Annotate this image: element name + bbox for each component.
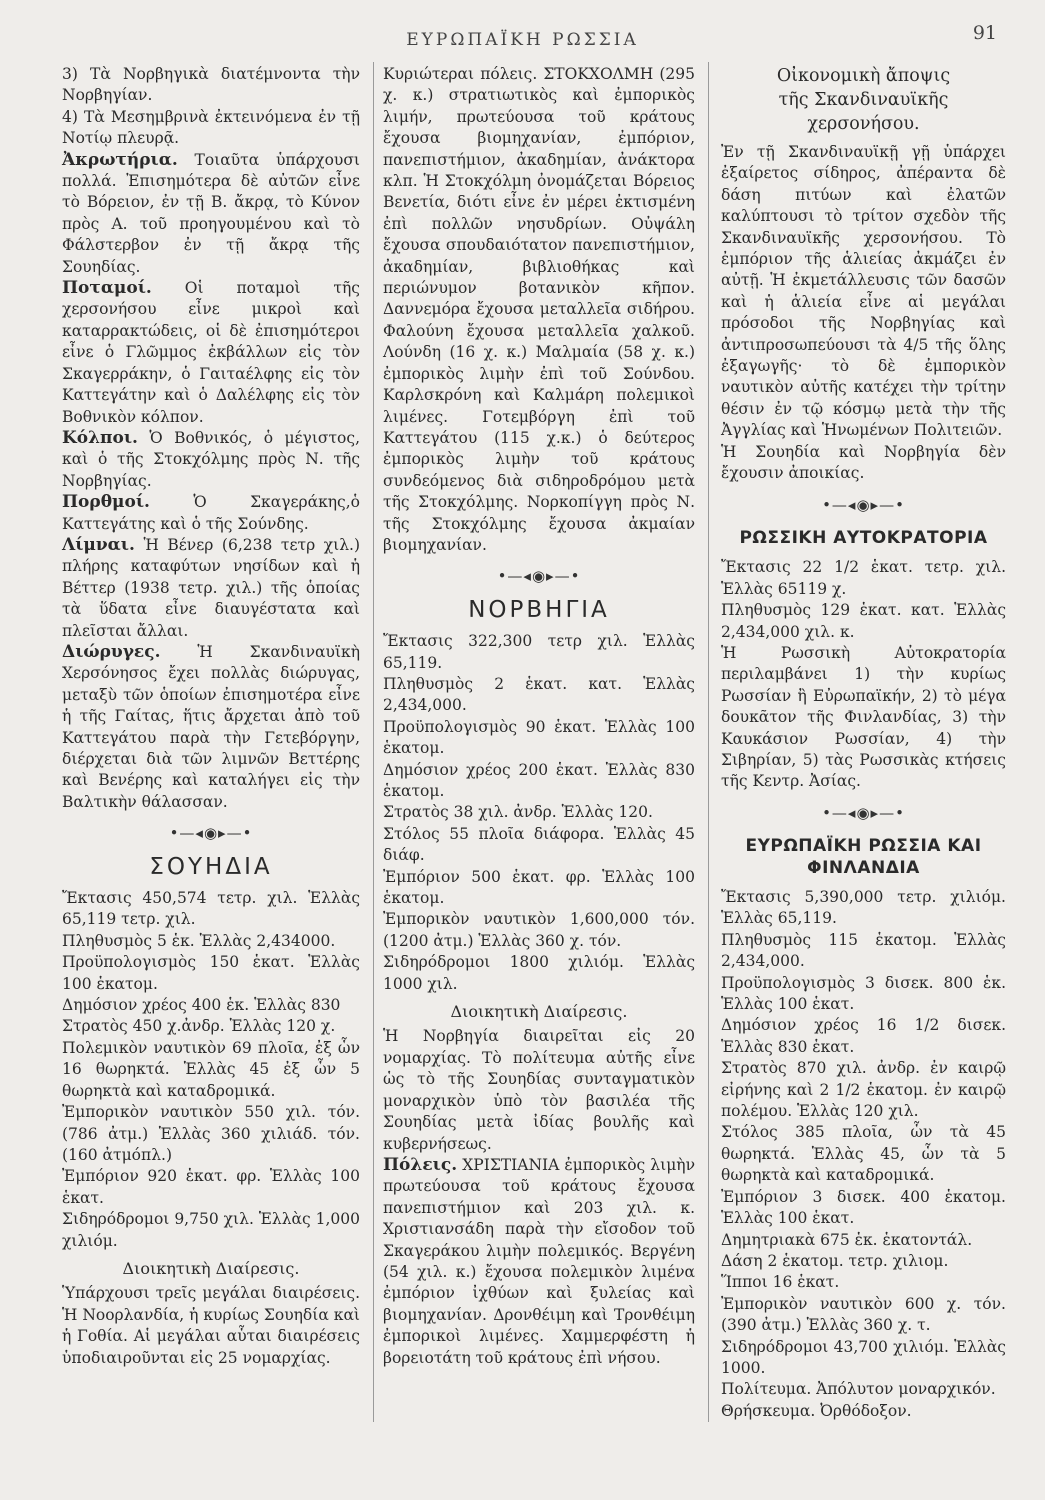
economic-heading-line1: Οἰκονομικὴ ἄποψις xyxy=(776,66,951,86)
capes-heading: Ἀκρωτήρια. xyxy=(62,149,178,170)
stat-line: Σιδηρόδρομοι 9,750 χιλ. Ἑλλὰς 1,000 χιλιόμ. xyxy=(62,1210,360,1250)
stat-line: Πολεμικὸν ναυτικὸν 69 πλοῖα, ἐξ ὧν 16 θωρηκτά. Ἑλλὰς 45 ἐξ ὧν 5 θωρηκτὰ καὶ καταδρομικά. xyxy=(62,1038,360,1100)
paragraph-norwegian-mountains: 3) Τὰ Νορβηγικὰ διατέμνοντα τὴν Νορβηγίαν. xyxy=(62,65,360,105)
norway-admin-heading: Διοικητικὴ Διαίρεσις. xyxy=(450,1002,628,1022)
ornament-divider: •—◂◉▸—• xyxy=(822,495,905,514)
page-number: 91 xyxy=(972,22,997,44)
sweden-admin-heading: Διοικητικὴ Διαίρεσις. xyxy=(122,1258,300,1278)
cities-text: ΧΡΙΣΤΙΑΝΙΑ ἐμπορικὸς λιμὴν πρωτεύουσα τοῦ κράτους ἔχουσα πανεπιστήμιον καὶ 203 χιλ. κ. Χριστιανσάδη παρὰ τὴν εἴσοδον τοῦ Σκαγεράκου λιμὴν πολεμικός. Βεργένη (54 χιλ. κ.) ἔχουσα πολεμικὸν λιμένα ἐμπόριον ἰχθύων καὶ ξυλείας καὶ βιομηχανίαν. Δρονθέιμη καὶ Τρονθέιμη ἐμπορικοὶ λιμένες. Χαμμερφέστη ἡ βορειοτάτη τοῦ κράτους ἐπὶ νήσου. xyxy=(383,1155,695,1367)
column-2 xyxy=(383,64,695,1369)
stat-line: Προϋπολογισμὸς 150 ἑκατ. Ἑλλὰς 100 ἑκατομ. xyxy=(62,953,360,993)
stat-line: Ἐμπόριον 920 ἑκατ. φρ. Ἑλλὰς 100 ἑκατ. xyxy=(62,1167,360,1207)
stat-line: Ἐμπορικὸν ναυτικὸν 600 χ. τόν. (390 ἀτμ.) Ἑλλὰς 360 χ. τ. xyxy=(721,1294,1006,1335)
running-header: ΕΥΡΩΠΑΪΚΗ ΡΩΣΣΙΑ xyxy=(406,30,639,50)
straits-text: Ὁ Σκαγεράκης,ὁ Καττεγάτης καὶ ὁ τῆς Σούνδης. xyxy=(62,493,360,533)
column-3 xyxy=(721,64,1006,1422)
stat-line: Σιδηρόδρομοι 1800 χιλιόμ. Ἑλλὰς 1000 χιλ. xyxy=(383,953,695,993)
capes-text: Τοιαῦτα ὑπάρχουσι πολλά. Ἐπισημότερα δὲ αὐτῶν εἶνε τὸ Βόρειον, ἐν τῇ Β. ἄκρᾳ, τὸ Κύνον πρὸς Α. τοῦ προηγουμένου καὶ τὸ Φάλστερβον ἐν τῇ ἄκρᾳ τῆς Σουηδίας. xyxy=(62,150,360,276)
stat-line: Θρήσκευμα. Ὀρθόδοξον. xyxy=(721,1401,912,1420)
stat-line: Ἵπποι 16 ἑκατ. xyxy=(721,1273,840,1292)
paragraph-capes xyxy=(62,150,360,278)
ornament-divider: •—◂◉▸—• xyxy=(822,803,905,822)
paragraph-canals xyxy=(62,642,360,813)
canals-text: Ἡ Σκανδιναυϊκὴ Χερσόνησος ἔχει πολλὰς διώρυγας, μεταξὺ τῶν ὁποίων ἐπισημοτέρα εἶνε ἡ τῆς Γαίτας, ἥτις ἄρχεται ἀπὸ τοῦ Καττεγάτου παρὰ τὴν Γετεβόργην, διέρχεται διὰ τῶν λιμνῶν Βεττέρης καὶ Βενέρης καὶ καταλήγει εἰς τὴν Βαλτικὴν θάλασσαν. xyxy=(62,642,360,811)
paragraph-gulfs xyxy=(62,428,360,492)
stat-line: Πληθυσμὸς 2 ἑκατ. κατ. Ἑλλὰς 2,434,000. xyxy=(383,674,695,715)
stat-line: Ἐμπόριον 500 ἑκατ. φρ. Ἑλλὰς 100 ἑκατομ. xyxy=(383,867,695,908)
european-russia-title: ΕΥΡΩΠΑΪΚΗ ΡΩΣΣΙΑ ΚΑΙ ΦΙΝΛΑΝΔΙΑ xyxy=(745,836,982,878)
gulfs-heading: Κόλποι. xyxy=(62,427,138,448)
sweden-title: ΣΟΥΗΔΙΑ xyxy=(149,853,273,880)
stat-line: Δημόσιον χρέος 16 1/2 δισεκ. Ἑλλὰς 830 ἑκατ. xyxy=(721,1016,1006,1056)
straits-heading: Πορθμοί. xyxy=(62,492,150,513)
norway-admin-text: Ἡ Νορβηγία διαιρεῖται εἰς 20 νομαρχίας. Τὸ πολίτευμα αὐτῆς εἶνε ὡς τὸ τῆς Σουηδίας συνταγματικὸν μοναρχικὸν ὑπὸ τὸν βασιλέα τῆς Σουηδίας μετὰ ἰδίας βουλῆς καὶ κυβερνήσεως. xyxy=(383,1027,695,1153)
cities-heading: Πόλεις. xyxy=(383,1154,458,1175)
stat-line: Ἔκτασις 322,300 τετρ χιλ. Ἑλλὰς 65,119. xyxy=(383,632,695,672)
stat-line: Στρατὸς 38 χιλ. ἀνδρ. Ἑλλὰς 120. xyxy=(383,803,653,822)
lakes-heading: Λίμναι. xyxy=(62,534,135,555)
stat-line: Προϋπολογισμὸς 3 δισεκ. 800 ἑκ. Ἑλλὰς 100 ἑκατ. xyxy=(721,973,1006,1014)
paragraph-straits xyxy=(62,492,360,535)
stat-line: Στρατὸς 450 χ.ἀνδρ. Ἑλλὰς 120 χ. xyxy=(62,1017,336,1036)
gulfs-text: Ὁ Βοθνικός, ὁ μέγιστος, καὶ ὁ τῆς Στοκχόλμης πρὸς Ν. τῆς Νορβηγίας. xyxy=(62,428,360,490)
paragraph-colonies: Ἡ Σουηδία καὶ Νορβηγία δὲν ἔχουσιν ἀποικίας. xyxy=(721,442,1006,483)
rivers-text: Οἱ ποταμοὶ τῆς χερσονήσου εἶνε μικροὶ καὶ καταρρακτώδεις, οἱ δὲ ἐπισημότεροι εἶνε ὁ Γλῶμμος ἐκβάλλων εἰς τὸν Σκαγερράκην, ὁ Γαιταέλφης εἰς τὸν Καττεγάτην καὶ ὁ Δαλέλφης εἰς τὸν Βοθνικὸν κόλπον. xyxy=(62,279,360,426)
stat-line: Ἔκτασις 22 1/2 ἑκατ. τετρ. χιλ. Ἑλλὰς 65119 χ. xyxy=(721,558,1006,598)
paragraph-lakes xyxy=(62,535,360,642)
sweden-admin-text: Ὑπάρχουσι τρεῖς μεγάλαι διαιρέσεις. Ἡ Νοορλανδία, ἡ κυρίως Σουηδία καὶ ἡ Γοθία. Αἱ μεγάλαι αὗται διαιρέσεις ὑποδιαιροῦνται εἰς 25 νομαρχίας. xyxy=(62,1284,360,1367)
stat-line: Ἐμπορικὸν ναυτικὸν 1,600,000 τόν. (1200 ἀτμ.) Ἑλλὰς 360 χ. τόν. xyxy=(383,910,695,950)
stat-line: Ἔκτασις 450,574 τετρ. χιλ. Ἑλλὰς 65,119 τετρ. χιλ. xyxy=(62,889,360,929)
ornament-divider: •—◂◉▸—• xyxy=(169,824,253,843)
paragraph-russia-empire: Ἡ Ρωσσικὴ Αὐτοκρατορία περιλαμβάνει 1) τὴν κυρίως Ρωσσίαν ἢ Εὐρωπαϊκήν, 2) τὸ μέγα δουκᾶτον τῆς Φινλανδίας, 3) τὴν Καυκάσιον Ρωσσίαν, 4) τὴν Σιβηρίαν, 5) τὰς Ρωσσικὰς κτήσεις τῆς Κεντρ. Ἀσίας. xyxy=(721,643,1006,791)
stat-line: Στόλος 55 πλοῖα διάφορα. Ἑλλὰς 45 διάφ. xyxy=(383,824,695,865)
stat-line: Σιδηρόδρομοι 43,700 χιλιόμ. Ἑλλὰς 1000. xyxy=(721,1337,1006,1377)
stat-line: Δημόσιον χρέος 400 ἑκ. Ἑλλὰς 830 xyxy=(62,996,341,1015)
column-1 xyxy=(62,64,360,1369)
stat-line: Πληθυσμὸς 5 ἑκ. Ἑλλὰς 2,434000. xyxy=(62,931,336,950)
stat-line: Πολίτευμα. Ἀπόλυτον μοναρχικόν. xyxy=(721,1380,996,1399)
stat-line: Ἐμπόριον 3 δισεκ. 400 ἑκατομ. Ἑλλὰς 100 ἑκατ. xyxy=(721,1187,1006,1228)
rivers-heading: Ποταμοί. xyxy=(62,278,152,299)
norway-title: ΝΟΡΒΗΓΙΑ xyxy=(468,596,610,623)
russia-empire-title: ΡΩΣΣΙΚΗ ΑΥΤΟΚΡΑΤΟΡΙΑ xyxy=(739,527,988,548)
stat-line: Δημητριακὰ 675 ἑκ. ἑκατοντάλ. xyxy=(721,1230,973,1249)
lakes-text: Ἡ Βένερ (6,238 τετρ χιλ.) πλήρης καταφύτων νησίδων καὶ ἡ Βέττερ (1938 τετρ. χιλ.) τῆς ὁποίας τὰ ὕδατα εἶνε διαυγέστατα καὶ πλεῖσται ἄλλαι. xyxy=(62,535,360,640)
stat-line: Δάση 2 ἑκατομ. τετρ. χιλιομ. xyxy=(721,1251,949,1270)
stat-line: Δημόσιον χρέος 200 ἑκατ. Ἑλλὰς 830 ἑκατομ. xyxy=(383,760,695,800)
paragraph-norway-cities xyxy=(383,1155,695,1369)
economic-heading-line2: τῆς Σκανδιναυϊκῆς χερσονήσου. xyxy=(778,90,949,134)
stat-line: Προϋπολογισμὸς 90 ἑκατ. Ἑλλὰς 100 ἑκατομ. xyxy=(383,717,695,758)
paragraph-rivers xyxy=(62,278,360,428)
stat-line: Στόλος 385 πλοῖα, ὧν τὰ 45 θωρηκτά. Ἑλλὰς 45, ὧν τὰ 5 θωρηκτὰ καὶ καταδρομικά. xyxy=(721,1123,1006,1185)
paragraph-southern-mountains: 4) Τὰ Μεσημβρινὰ ἐκτεινόμενα ἐν τῇ Νοτίῳ πλευρᾷ. xyxy=(62,107,360,148)
column-divider-2 xyxy=(708,62,709,1422)
ornament-divider: •—◂◉▸—• xyxy=(497,567,581,586)
stat-line: Στρατὸς 870 χιλ. ἀνδρ. ἐν καιρῷ εἰρήνης καὶ 2 1/2 ἑκατομ. ἐν καιρῷ πολέμου. Ἑλλὰς 120 χιλ. xyxy=(721,1059,1006,1121)
stat-line: Πληθυσμὸς 115 ἑκατομ. Ἑλλὰς 2,434,000. xyxy=(721,930,1006,971)
stat-line: Ἔκτασις 5,390,000 τετρ. χιλιόμ. Ἑλλὰς 65,119. xyxy=(721,888,1006,928)
stat-line: Ἐμπορικὸν ναυτικὸν 550 χιλ. τόν. (786 ἀτμ.) Ἑλλὰς 360 χιλιάδ. τόν. (160 ἀτμόπλ.) xyxy=(62,1103,360,1164)
column-divider-1 xyxy=(373,62,374,1422)
stat-line: Πληθυσμὸς 129 ἑκατ. κατ. Ἑλλὰς 2,434,000 χιλ. κ. xyxy=(721,601,1006,641)
paragraph-swedish-cities: Κυριώτεραι πόλεις. ΣΤΟΚΧΟΛΜΗ (295 χ. κ.) στρατιωτικὸς καὶ ἐμπορικὸς λιμήν, πρωτεύουσα τοῦ κράτους ἔχουσα βιομηχανίαν, ἐμπόριον, πανεπιστήμιον, ἀκαδημίαν, ἀνάκτορα κλπ. Ἡ Στοκχόλμη ὀνομάζεται Βόρειος Βενετία, διότι εἶνε ἐν μέρει ἐκτισμένη ἐπὶ πολλῶν νησυδρίων. Οὐψάλη ἔχουσα σπουδαιότατον πανεπιστήμιον, ἀκαδημίαν, βιβλιοθήκας καὶ περιώνυμον βοτανικὸν κῆπον. Δαννεμόρα ἔχουσα μεταλλεῖα σιδήρου. Φαλούνη ἔχουσα μεταλλεῖα χαλκοῦ. Λούνδη (16 χ. κ.) Μαλμαία (58 χ. κ.) ἐμπορικὸς λιμὴν ἐπὶ τοῦ Σούνδου. Καρλσκρόνη καὶ Καλμάρη πολεμικοὶ λιμένες. Γοτεμβόργη ἐπὶ τοῦ Καττεγάτου (115 χ.κ.) ὁ δεύτερος ἐμπορικὸς λιμὴν τοῦ κράτους συνδεόμενος διὰ σιδηροδρόμου μετὰ τῆς Στοκχόλμης. Νορκοπίγγη πρὸς Ν. τῆς Στοκχόλμης ἔχουσα ἀκμαίαν βιομηχανίαν. xyxy=(383,65,695,554)
canals-heading: Διώρυγες. xyxy=(62,641,161,662)
paragraph-economy: Ἐν τῇ Σκανδιναυϊκῇ γῇ ὑπάρχει ἐξαίρετος σίδηρος, ἀπέραντα δὲ δάση πιτύων καὶ ἐλατῶν καλύπτουσι τὸ τρίτον σχεδὸν τῆς Σκανδιναυϊκῆς χερσονήσου. Τὸ ἐμπόριον τῆς ἁλιείας ἀκμάζει ἐν αὐτῇ. Ἡ ἐκμετάλλευσις τῶν δασῶν καὶ ἡ ἁλιεία εἶνε αἱ μεγάλαι πρόσοδοι τῆς Νορβηγίας καὶ ἀντιπροσωπεύουσι τὰ 4/5 τῆς ὅλης ἐξαγωγῆς· τὸ δὲ ἐμπορικὸν ναυτικὸν αὐτῆς κατέχει τὴν τρίτην θέσιν ἐν τῷ κόσμῳ μετὰ τὴν τῆς Ἀγγλίας καὶ Ἡνωμένων Πολιτειῶν. xyxy=(721,143,1006,440)
